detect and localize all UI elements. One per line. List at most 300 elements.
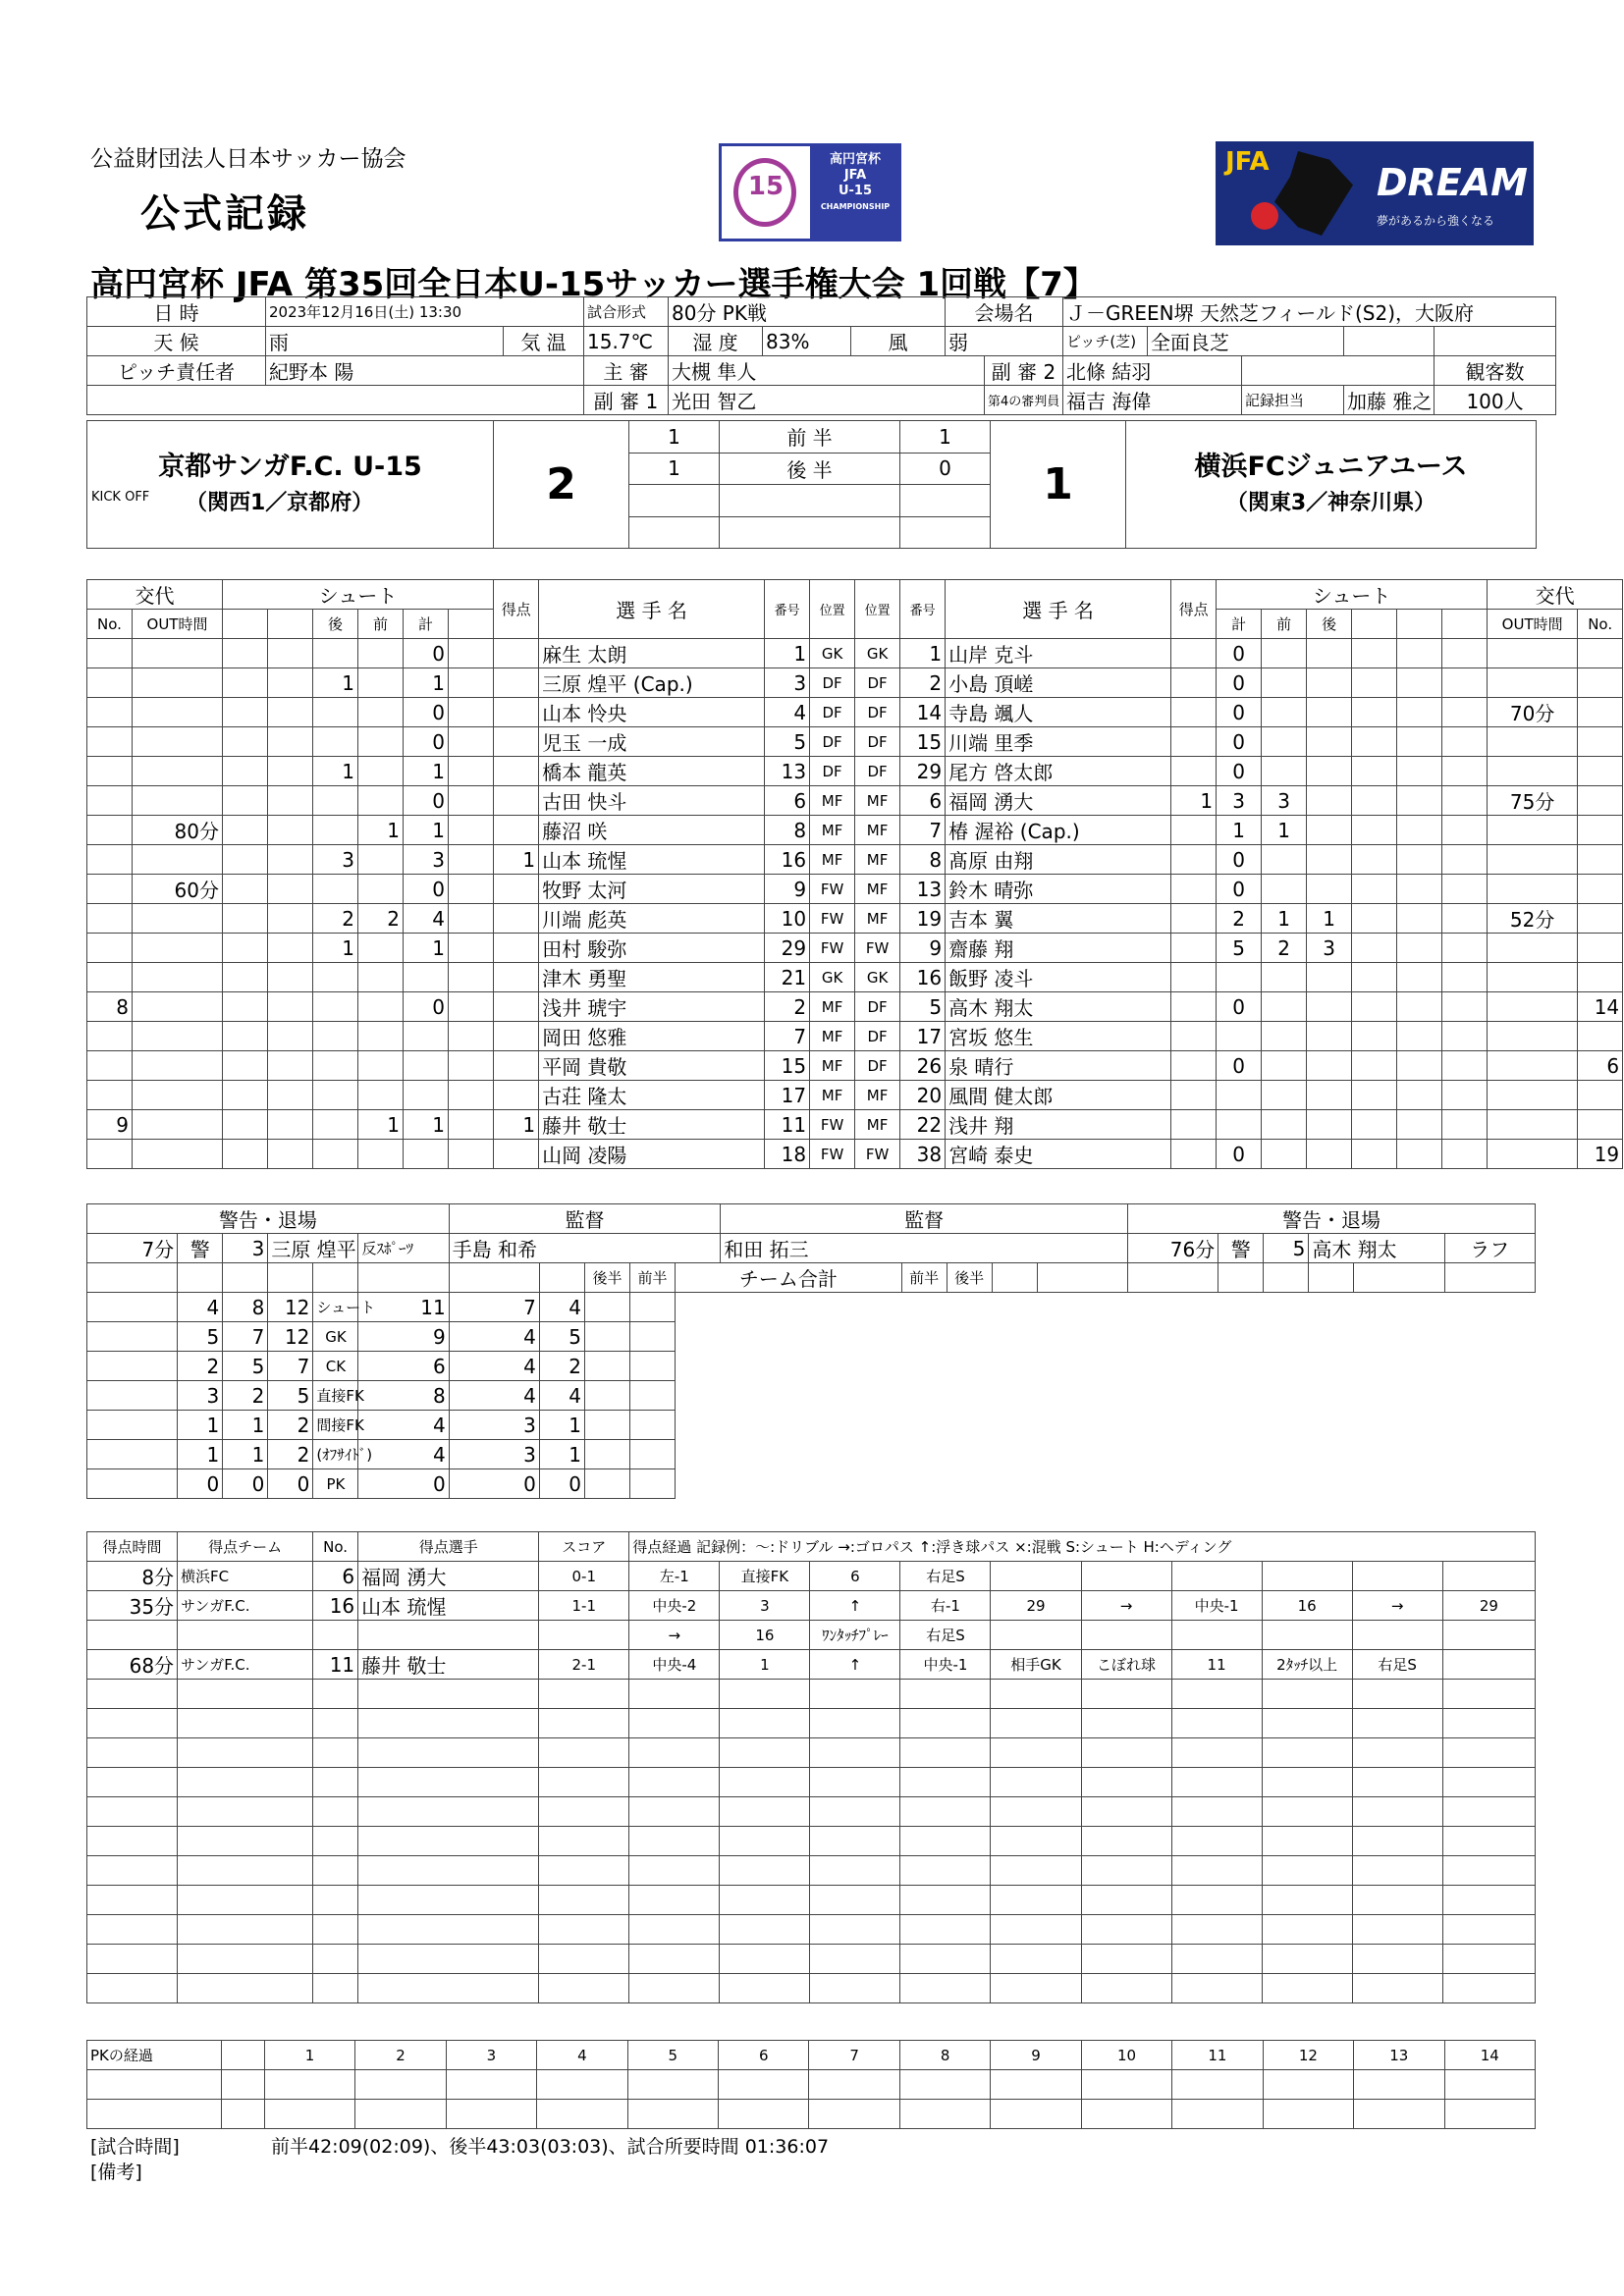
goals-table xyxy=(86,1531,1536,2003)
goal-play: 16 xyxy=(720,1621,810,1650)
cell xyxy=(1352,816,1397,845)
away-card-time: 76分 xyxy=(1128,1234,1218,1263)
home-shots-early xyxy=(358,639,404,668)
player-row xyxy=(87,668,1623,698)
pk-num xyxy=(991,2100,1081,2129)
home-shots-early xyxy=(358,727,404,757)
goal-play xyxy=(810,1827,900,1856)
h1-home-score: 1 xyxy=(629,421,720,454)
goal-play xyxy=(1442,1562,1535,1591)
away-num-header: 番号 xyxy=(900,580,946,639)
goal-player-no xyxy=(313,1945,358,1974)
goal-play xyxy=(1081,1886,1171,1915)
home-goals xyxy=(494,963,539,992)
goal-play xyxy=(1262,1827,1352,1856)
away-stat-total: 11 xyxy=(358,1293,449,1322)
cell xyxy=(449,1110,494,1140)
goal-play xyxy=(1442,1856,1535,1886)
home-shots-early xyxy=(358,1051,404,1081)
away-player-num: 9 xyxy=(900,934,946,963)
goal-play xyxy=(1352,1915,1442,1945)
player-row xyxy=(87,1081,1623,1110)
away-player-name: 山岸 克斗 xyxy=(946,639,1171,668)
away-sub-no xyxy=(1578,698,1623,727)
away-sub-no xyxy=(1578,727,1623,757)
away-player-pos: GK xyxy=(855,639,900,668)
goal-play xyxy=(629,1709,720,1738)
goal-player-name xyxy=(358,1797,539,1827)
home-out-time: 60分 xyxy=(133,875,223,904)
home-shots-late: 1 xyxy=(313,668,358,698)
goal-play xyxy=(900,1709,991,1738)
away-player-num: 6 xyxy=(900,786,946,816)
cell xyxy=(1442,1022,1488,1051)
home-goals xyxy=(494,1140,539,1169)
goal-play xyxy=(629,1768,720,1797)
home-shots-early xyxy=(358,668,404,698)
away-shots-total: 0 xyxy=(1217,1051,1262,1081)
stat-label: PK xyxy=(313,1469,358,1499)
cell xyxy=(223,963,268,992)
goal-row xyxy=(87,1797,1536,1827)
goal-play xyxy=(991,1709,1081,1738)
cell xyxy=(449,1081,494,1110)
goal-play xyxy=(1081,1915,1171,1945)
away-stat-late: 4 xyxy=(539,1381,584,1411)
home-sub-no xyxy=(87,786,133,816)
away-player-pos: DF xyxy=(855,727,900,757)
goal-play xyxy=(1171,1915,1262,1945)
goal-play: 29 xyxy=(991,1591,1081,1621)
away-out-time xyxy=(1488,639,1578,668)
away-sub-no xyxy=(1578,875,1623,904)
cell xyxy=(223,786,268,816)
away-sub-no xyxy=(1578,963,1623,992)
goal-play: 29 xyxy=(1442,1591,1535,1621)
home-player-pos: FW xyxy=(810,904,855,934)
pk-num xyxy=(446,2100,536,2129)
away-shots-late: 3 xyxy=(1307,934,1352,963)
away-shots-late xyxy=(1307,875,1352,904)
fourth-official-value: 福吉 海偉 xyxy=(1063,386,1242,415)
goal-play: こぼれ球 xyxy=(1081,1650,1171,1680)
goal-play xyxy=(1081,1768,1171,1797)
cell xyxy=(1352,757,1397,786)
away-shots-total: 2 xyxy=(1217,904,1262,934)
home-goals xyxy=(494,698,539,727)
home-total-header: 計 xyxy=(404,610,449,639)
pk-table xyxy=(86,2040,1536,2129)
goal-score xyxy=(539,1886,629,1915)
cell xyxy=(1397,727,1442,757)
goal-play xyxy=(1442,1974,1535,2003)
goal-time xyxy=(87,1827,178,1856)
home-no-header: No. xyxy=(87,610,133,639)
goal-score xyxy=(539,1945,629,1974)
pitch-manager-label: ピッチ責任者 xyxy=(87,356,266,386)
cell xyxy=(1397,757,1442,786)
goal-play xyxy=(900,1680,991,1709)
goal-row xyxy=(87,1709,1536,1738)
goal-play xyxy=(1171,1768,1262,1797)
home-player-pos: MF xyxy=(810,786,855,816)
home-team-region: （関西1／京都府） xyxy=(186,491,374,515)
goal-play xyxy=(1352,1621,1442,1650)
away-shots-early xyxy=(1262,639,1307,668)
home-shots-total: 0 xyxy=(404,698,449,727)
pk-num xyxy=(1263,2100,1353,2129)
home-shots-total xyxy=(404,1022,449,1051)
goal-play: 16 xyxy=(1262,1591,1352,1621)
away-player-name: 福岡 湧大 xyxy=(946,786,1171,816)
goal-row xyxy=(87,1945,1536,1974)
cell xyxy=(1442,934,1488,963)
cell xyxy=(1352,934,1397,963)
player-row xyxy=(87,1022,1623,1051)
away-shots-total: 0 xyxy=(1217,845,1262,875)
goal-play xyxy=(810,1915,900,1945)
away-player-num: 22 xyxy=(900,1110,946,1140)
away-player-num: 7 xyxy=(900,816,946,845)
away-shots-late xyxy=(1307,1022,1352,1051)
cell xyxy=(449,668,494,698)
away-shots-late xyxy=(1307,786,1352,816)
goal-play xyxy=(900,1797,991,1827)
player-row xyxy=(87,1140,1623,1169)
goal-play xyxy=(629,1945,720,1974)
away-goals xyxy=(1171,875,1217,904)
cell xyxy=(268,698,313,727)
home-stat-late: 4 xyxy=(178,1293,223,1322)
pk-num: 14 xyxy=(1444,2041,1535,2070)
goal-play xyxy=(991,1974,1081,2003)
home-shots-late xyxy=(313,786,358,816)
goal-score xyxy=(539,1709,629,1738)
home-player-pos: DF xyxy=(810,668,855,698)
home-shots-total: 0 xyxy=(404,992,449,1022)
away-player-pos: MF xyxy=(855,1081,900,1110)
home-player-num: 1 xyxy=(765,639,810,668)
cell xyxy=(268,1051,313,1081)
cell xyxy=(1352,639,1397,668)
away-late-header: 後 xyxy=(1307,610,1352,639)
player-row xyxy=(87,727,1623,757)
goal-play xyxy=(720,1974,810,2003)
cell xyxy=(1397,668,1442,698)
team-stat-row xyxy=(87,1411,1536,1440)
cell xyxy=(1442,992,1488,1022)
away-card-reason: ラフ xyxy=(1444,1234,1535,1263)
home-player-num: 21 xyxy=(765,963,810,992)
goal-play xyxy=(1171,1827,1262,1856)
cell xyxy=(584,1293,629,1322)
cell xyxy=(87,1293,178,1322)
away-shots-total: 5 xyxy=(1217,934,1262,963)
goal-play xyxy=(720,1856,810,1886)
cell xyxy=(1442,639,1488,668)
home-stat-total: 12 xyxy=(268,1293,313,1322)
home-shots-total xyxy=(404,963,449,992)
goal-row xyxy=(87,1856,1536,1886)
cell xyxy=(1397,1140,1442,1169)
temp-value: 15.7℃ xyxy=(584,327,669,356)
home-goals: 1 xyxy=(494,845,539,875)
cell xyxy=(1397,816,1442,845)
home-player-num: 15 xyxy=(765,1051,810,1081)
home-sub-no xyxy=(87,1140,133,1169)
home-shots-late xyxy=(313,727,358,757)
goal-play xyxy=(1081,1709,1171,1738)
home-shots-early xyxy=(358,1022,404,1051)
home-goals xyxy=(494,992,539,1022)
goal-team xyxy=(178,1797,313,1827)
home-stat-late: 3 xyxy=(178,1381,223,1411)
goal-play xyxy=(900,1886,991,1915)
pk-num xyxy=(627,2100,718,2129)
away-shots-early xyxy=(1262,963,1307,992)
away-player-name: 浅井 翔 xyxy=(946,1110,1171,1140)
stat-label: CK xyxy=(313,1352,358,1381)
away-out-time xyxy=(1488,963,1578,992)
stat-label: 直接FK xyxy=(313,1381,358,1411)
away-player-pos: MF xyxy=(855,786,900,816)
home-player-pos: FW xyxy=(810,875,855,904)
cell xyxy=(449,727,494,757)
goal-play xyxy=(991,1621,1081,1650)
goal-play xyxy=(1352,1680,1442,1709)
home-pos-header: 位置 xyxy=(810,580,855,639)
away-out-time xyxy=(1488,992,1578,1022)
away-sub-no xyxy=(1578,1022,1623,1051)
home-stat-total: 2 xyxy=(268,1440,313,1469)
away-sub-no xyxy=(1578,1110,1623,1140)
home-shots-early xyxy=(358,698,404,727)
home-player-pos: MF xyxy=(810,1081,855,1110)
recorder-value: 加藤 雅之 xyxy=(1344,386,1435,415)
team-stat-row xyxy=(87,1352,1536,1381)
pk-num xyxy=(1172,2100,1263,2129)
pk-num xyxy=(1081,2100,1171,2129)
goal-play xyxy=(1352,1886,1442,1915)
away-player-header: 選 手 名 xyxy=(946,580,1171,639)
goal-play xyxy=(629,1680,720,1709)
away-player-pos: DF xyxy=(855,1051,900,1081)
goal-team: 横浜FC xyxy=(178,1562,313,1591)
home-shots-late xyxy=(313,698,358,727)
home-stat-early: 1 xyxy=(223,1411,268,1440)
away-sub-no xyxy=(1578,904,1623,934)
goal-team xyxy=(178,1709,313,1738)
cell xyxy=(449,639,494,668)
cell xyxy=(1442,698,1488,727)
home-goals xyxy=(494,786,539,816)
cell xyxy=(1442,668,1488,698)
pk-num: 13 xyxy=(1354,2041,1444,2070)
away-player-pos: MF xyxy=(855,1110,900,1140)
home-shoot-header: シュート xyxy=(223,580,494,610)
cell xyxy=(1442,816,1488,845)
goal-play xyxy=(1262,1768,1352,1797)
goal-player-no xyxy=(313,1915,358,1945)
cell xyxy=(1352,1051,1397,1081)
cell xyxy=(1397,904,1442,934)
pk-num: 2 xyxy=(355,2041,446,2070)
goal-player-name xyxy=(358,1621,539,1650)
cell xyxy=(449,698,494,727)
away-shots-late xyxy=(1307,816,1352,845)
pk-num xyxy=(1354,2100,1444,2129)
goal-player-name: 福岡 湧大 xyxy=(358,1562,539,1591)
goal-play xyxy=(1352,1562,1442,1591)
away-total-header: 計 xyxy=(1217,610,1262,639)
home-goals xyxy=(494,639,539,668)
home-shots-total: 1 xyxy=(404,816,449,845)
goal-no-header: No. xyxy=(313,1532,358,1562)
pk-num xyxy=(1354,2070,1444,2100)
away-player-name: 川端 里季 xyxy=(946,727,1171,757)
away-out-time xyxy=(1488,845,1578,875)
pk-num xyxy=(1444,2100,1535,2129)
home-stat-late: 2 xyxy=(178,1352,223,1381)
goal-play xyxy=(1442,1709,1535,1738)
home-player-pos: MF xyxy=(810,816,855,845)
home-team-name: 京都サンガF.C. U-15 xyxy=(158,452,422,482)
home-card-type: 警 xyxy=(178,1234,223,1263)
goal-play: 1 xyxy=(720,1650,810,1680)
goal-play xyxy=(720,1915,810,1945)
goal-team xyxy=(178,1945,313,1974)
pk-label xyxy=(87,2100,222,2129)
goal-play xyxy=(991,1886,1081,1915)
goal-score xyxy=(539,1827,629,1856)
pk-num xyxy=(537,2100,627,2129)
cell xyxy=(1397,1110,1442,1140)
goal-row xyxy=(87,1886,1536,1915)
cell xyxy=(268,668,313,698)
goal-play xyxy=(720,1680,810,1709)
goal-play xyxy=(1442,1915,1535,1945)
player-row xyxy=(87,639,1623,668)
player-row xyxy=(87,963,1623,992)
home-out-time xyxy=(133,639,223,668)
goal-player-no: 6 xyxy=(313,1562,358,1591)
cell xyxy=(584,1411,629,1440)
goal-play xyxy=(1352,1856,1442,1886)
home-out-time xyxy=(133,1051,223,1081)
away-out-time xyxy=(1488,1140,1578,1169)
goal-play xyxy=(1262,1915,1352,1945)
home-shots-total: 3 xyxy=(404,845,449,875)
home-shots-late: 1 xyxy=(313,934,358,963)
away-player-name: 飯野 凌斗 xyxy=(946,963,1171,992)
home-player-num: 7 xyxy=(765,1022,810,1051)
cell xyxy=(223,1081,268,1110)
home-shots-total: 1 xyxy=(404,668,449,698)
away-shots-early xyxy=(1262,1110,1307,1140)
goal-play xyxy=(1352,1945,1442,1974)
goal-play: 中央-1 xyxy=(1171,1591,1262,1621)
goal-play xyxy=(720,1827,810,1856)
home-sub-no xyxy=(87,904,133,934)
away-goals xyxy=(1171,904,1217,934)
away-sub-no xyxy=(1578,786,1623,816)
team-stat-row xyxy=(87,1381,1536,1411)
away-shots-early xyxy=(1262,698,1307,727)
cell xyxy=(449,845,494,875)
goal-play: 11 xyxy=(1171,1650,1262,1680)
goal-play: → xyxy=(1352,1591,1442,1621)
goal-play xyxy=(1081,1797,1171,1827)
cell xyxy=(1352,786,1397,816)
goal-score xyxy=(539,1680,629,1709)
home-shots-total xyxy=(404,1051,449,1081)
cell xyxy=(268,1110,313,1140)
away-player-num: 26 xyxy=(900,1051,946,1081)
goal-player-no xyxy=(313,1827,358,1856)
home-out-time xyxy=(133,1140,223,1169)
cell xyxy=(268,992,313,1022)
kickoff-label: KICK OFF xyxy=(91,490,150,505)
goal-score xyxy=(539,1768,629,1797)
away-player-name: 齋藤 翔 xyxy=(946,934,1171,963)
cell xyxy=(1397,698,1442,727)
home-shots-early xyxy=(358,992,404,1022)
goal-time xyxy=(87,1945,178,1974)
goal-legend: 得点経過 記録例：～:ドリブル →:ゴロパス ↑:浮き球パス ×:混戦 S:シュート H:ヘディング xyxy=(629,1532,1536,1562)
goal-play: 直接FK xyxy=(720,1562,810,1591)
goal-time xyxy=(87,1680,178,1709)
home-out-time xyxy=(133,963,223,992)
away-sub-no xyxy=(1578,1081,1623,1110)
goal-time: 35分 xyxy=(87,1591,178,1621)
away-shots-total: 3 xyxy=(1217,786,1262,816)
home-goals xyxy=(494,875,539,904)
player-row xyxy=(87,992,1623,1022)
home-player-num: 3 xyxy=(765,668,810,698)
goal-player-name xyxy=(358,1709,539,1738)
team-stat-row xyxy=(87,1469,1536,1499)
home-player-name: 三原 煌平 (Cap.) xyxy=(539,668,765,698)
home-player-num: 16 xyxy=(765,845,810,875)
goal-play xyxy=(1081,1621,1171,1650)
away-player-name: 鈴木 晴弥 xyxy=(946,875,1171,904)
goal-player-name xyxy=(358,1680,539,1709)
goal-player-no xyxy=(313,1709,358,1738)
cell xyxy=(1397,963,1442,992)
pk-num: 9 xyxy=(991,2041,1081,2070)
goal-team: サンガF.C. xyxy=(178,1591,313,1621)
away-player-num: 19 xyxy=(900,904,946,934)
goal-row xyxy=(87,1738,1536,1768)
home-goals xyxy=(494,816,539,845)
home-player-pos: MF xyxy=(810,992,855,1022)
cell xyxy=(87,1322,178,1352)
home-shots-late: 1 xyxy=(313,757,358,786)
goal-play xyxy=(1352,1797,1442,1827)
goal-team xyxy=(178,1768,313,1797)
away-shots-total xyxy=(1217,1081,1262,1110)
cell xyxy=(584,1440,629,1469)
cell xyxy=(449,1140,494,1169)
goal-play xyxy=(1081,1827,1171,1856)
away-stat-late: 2 xyxy=(539,1352,584,1381)
home-shots-total xyxy=(404,1140,449,1169)
cell xyxy=(87,1381,178,1411)
goal-score xyxy=(539,1797,629,1827)
away-player-num: 2 xyxy=(900,668,946,698)
away-player-pos: FW xyxy=(855,1140,900,1169)
cell xyxy=(630,1352,676,1381)
